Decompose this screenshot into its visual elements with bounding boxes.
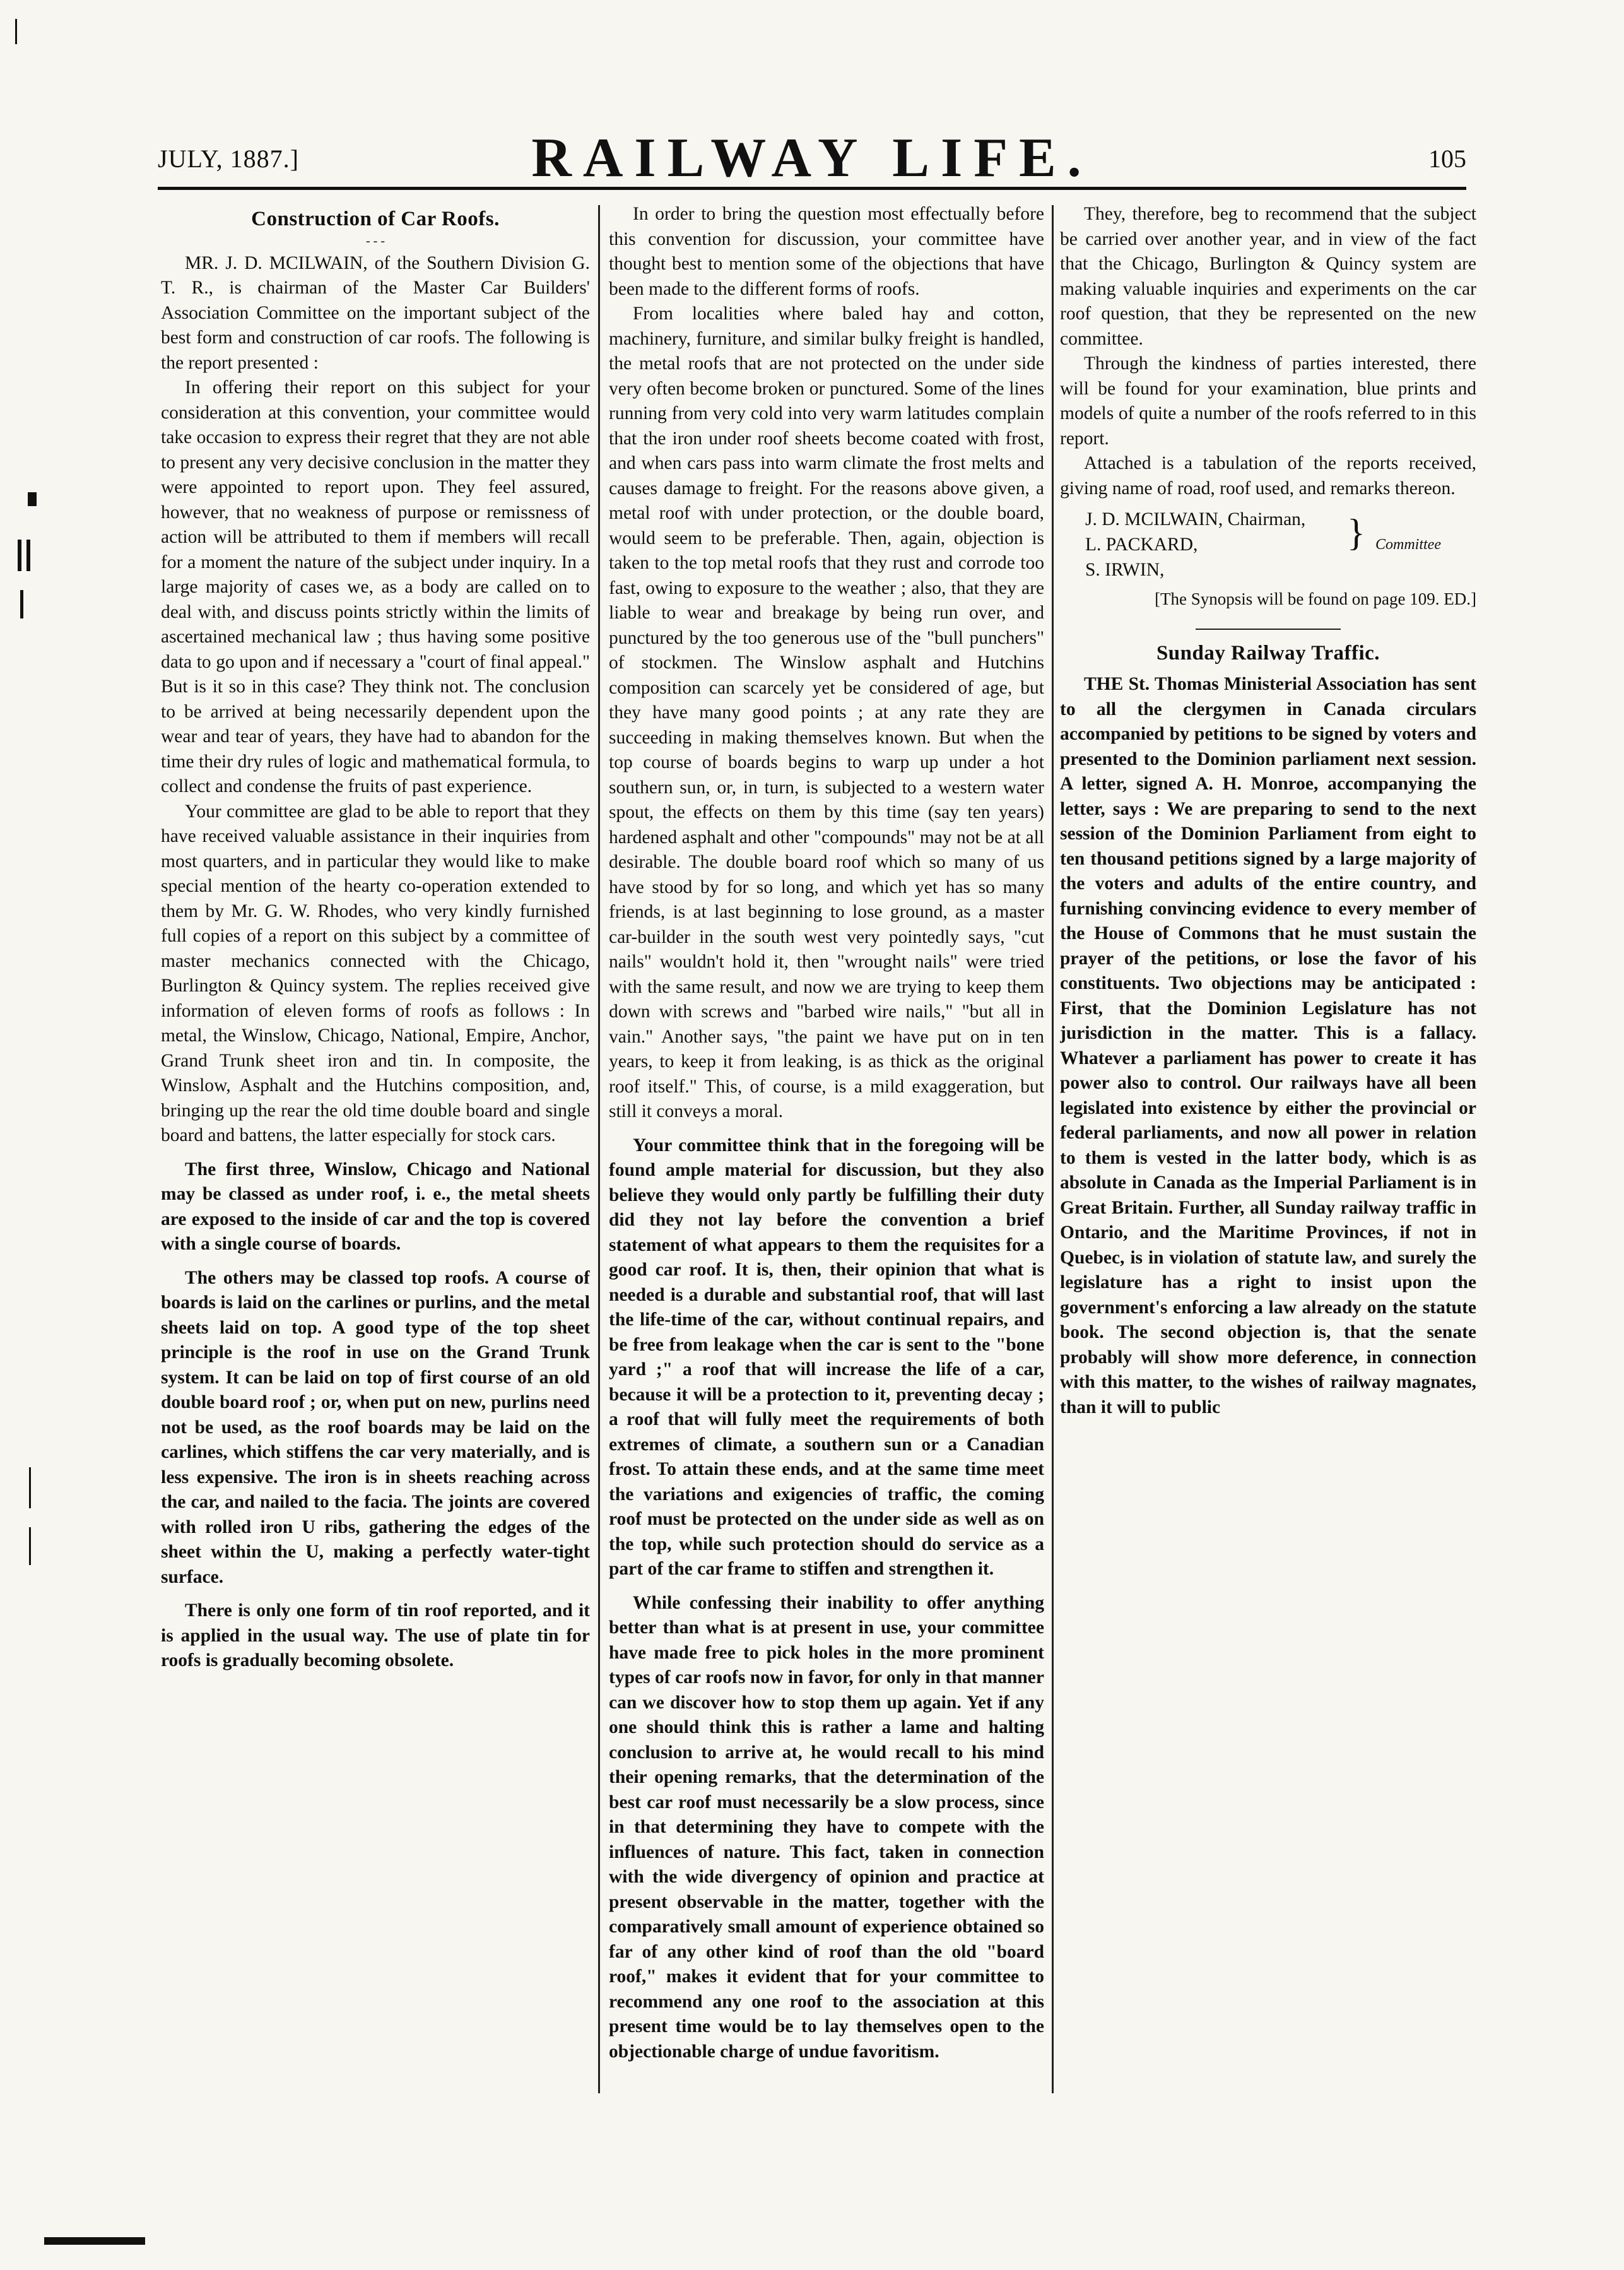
- article-paragraph: They, therefore, beg to recommend that the subject be carried over another year, and in view of the fact that the Chicago, Burlington & Quincy system are making valuable inquiries and experiments on the car roof question, that they be represented on the new committee.: [1060, 204, 1476, 349]
- margin-mark: [15, 19, 17, 44]
- article-paragraph: There is only one form of tin roof reported, and it is applied in the usual way. The use of plate tin for roofs is gradually becoming obsolete.: [161, 1600, 590, 1670]
- column-3: [1060, 202, 1476, 2093]
- margin-mark: [18, 540, 21, 571]
- article-title: Construction of Car Roofs.: [251, 208, 500, 230]
- article-title: Sunday Railway Traffic.: [1156, 641, 1380, 665]
- article-paragraph: MR. J. D. MCILWAIN, of the Southern Division G. T. R., is chairman of the Master Car Builders' Association Committee on the important subject of the best form and construction of car roofs. The following is the report presented :: [161, 252, 590, 373]
- margin-mark: [20, 590, 23, 618]
- signature-member: L. PACKARD,: [1085, 535, 1198, 555]
- article-paragraph: In order to bring the question most effectually before this convention for discussion, your committee have thought best to mention some of the objections that have been made to the different forms of roofs.: [609, 204, 1044, 299]
- margin-mark: [28, 492, 37, 506]
- column-1: [161, 202, 590, 2093]
- column-2: [609, 202, 1044, 2093]
- committee-signatures: [1060, 507, 1476, 583]
- signature-chairman: J. D. MCILWAIN, Chairman,: [1085, 509, 1306, 529]
- section-rule: [1196, 629, 1341, 630]
- margin-mark: [26, 540, 30, 571]
- article-paragraph: Attached is a tabulation of the reports received, giving name of road, roof used, and remarks thereon.: [1060, 453, 1476, 499]
- article-paragraph: THE St. Thomas Ministerial Association has sent to all the clergymen in Canada circulars accompanied by petitions to be signed by voters and presented to the Dominion parliament next session. A letter, signed A. H. Monroe, accompanying the letter, says : We are preparing to send to the next session of the Dominion Parliament from eight to ten thousand petitions signed by a large majority of the voters and adults of the entire country, and furnishing convincing evidence to every member of the House of Commons that he must sustain the prayer of the petitions, or lose the favor of his constituents. Two objections may be anticipated : First, that the Dominion Legislature has not jurisdiction in the matter. This is a fallacy. Whatever a parliament has power to create it has power also to control. Our railways have all been legislated into existence by either the provincial or federal parliaments, and now all power in relation to them is vested in the latter body, which is as absolute in Canada as the Imperial Parliament is in Great Britain. Further, all Sunday railway traffic in Ontario, and the Maritime Provinces, if not in Quebec, is in violation of statute law, and surely the legislature has a right to insist upon the government's enforcing a law already on the statute book. The second objection is, that the senate probably will show more deference, in connection with this matter, to the wishes of railway magnates, than it will to public: [1060, 674, 1476, 1417]
- page-number: 105: [1428, 145, 1466, 173]
- margin-mark: [29, 1467, 31, 1508]
- brace-glyph: }: [1347, 512, 1365, 553]
- article-paragraph: The first three, Winslow, Chicago and National may be classed as under roof, i. e., the metal sheets are exposed to the inside of car and the top is covered with a single course of boards.: [161, 1159, 590, 1254]
- title-dash: - - -: [366, 234, 385, 248]
- issue-date: JULY, 1887.]: [158, 145, 299, 173]
- article-paragraph: From localities where baled hay and cotton, machinery, furniture, and similar bulky freight is handled, the metal roofs that are not protected on the under side very often become broken or punctured. Some of the lines running from very cold into very warm latitudes complain that the iron under roof sheets become coated with frost, and when cars pass into warm climate the frost melts and causes damage to freight. For the reasons above given, a metal roof with under protection, or the double board, would seem to be preferable. Then, again, objection is taken to the top metal roofs that they rust and corrode too fast, owing to exposure to the weather ; also, that they are liable to wear and breakage by being run over, and punctured by the too generous use of the "bull punchers" of stockmen. The Winslow asphalt and Hutchins composition can scarcely yet be considered of age, but they have many good points ; at any rate they are succeeding in making themselves known. But when the top course of boards begins to warp up under a hot southern sun, or, in turn, is subjected to a western water spout, the effects on them by this time (say ten years) hardened asphalt and other "compounds" may not be at all desirable. The double board roof which so many of us have stood by for so long, and which yet has so many friends, is at last beginning to lose ground, as a master car-builder in the south west very pointedly says, "cut nails" wouldn't hold it, then "wrought nails" were tried with the same result, and now we are trying to keep them down with screws and "barbed wire nails," "but all in vain." Another says, "the paint we have put on in ten years, to keep it from leaking, is as thick as the original roof itself." This, of course, is a mild exaggeration, but still it conveys a moral.: [609, 304, 1044, 1121]
- committee-label: Committee: [1375, 536, 1441, 553]
- masthead-title: RAILWAY LIFE.: [531, 127, 1093, 189]
- page-header: [158, 126, 1466, 189]
- article-paragraph: In offering their report on this subject for your consideration at this convention, your committee would take occasion to express their regret that they are not able to present any very decisive conclusion in the matter they were appointed to report upon. They feel assured, however, that no weakness of purpose or remissness of action will be attributed to them if members will recall for a moment the nature of the subject under inquiry. In a large majority of cases we, as a body are called on to deal with, and discuss points strictly within the limits of ascertained mechanical law ; thus having some positive data to go upon and if necessary a "court of final appeal." But is it so in this case? They think not. The conclusion to be arrived at being necessarily dependent upon the wear and tear of years, they have had to abandon for the time their dry rules of logic and mathematical formula, to collect and condense the fruits of past experience.: [161, 377, 590, 796]
- margin-mark: [29, 1527, 31, 1565]
- article-paragraph: Your committee are glad to be able to report that they have received valuable assistance in their inquiries from most quarters, and in particular they would like to make special mention of the hearty co-operation extended to them by Mr. G. W. Rhodes, who very kindly furnished full copies of a report on this subject by a committee of master mechanics connected with the Chicago, Burlington & Quincy system. The replies received give information of eleven forms of roofs as follows : In metal, the Winslow, Chicago, National, Empire, Anchor, Grand Trunk sheet iron and tin. In composite, the Winslow, Asphalt and the Hutchins composition, and, bringing up the rear the old time double board and single board and battens, the latter especially for stock cars.: [161, 801, 590, 1145]
- signature-member: S. IRWIN,: [1085, 560, 1165, 580]
- header-rule: [158, 187, 1466, 190]
- column-divider: [1052, 205, 1054, 2093]
- article-paragraph: The others may be classed top roofs. A course of boards is laid on the carlines or purlins, and the metal sheets laid on top. A good type of the top sheet principle is the roof in use on the Grand Trunk system. It can be laid on top of first course of an old double board roof ; or, when put on new, purlins need not be used, as the roof boards may be laid on the carlines, which stiffens the car very materially, and is less expensive. The iron is in sheets reaching across the car, and nailed to the facia. The joints are covered with rolled iron U ribs, gathering the edges of the sheet within the U, making a perfectly water-tight surface.: [161, 1267, 590, 1587]
- article-paragraph: Your committee think that in the foregoing will be found ample material for discussion, but they also believe they would only partly be fulfilling their duty did they not lay before the convention a brief statement of what appears to them the requisites for a good car roof. It is, then, their opinion that what is needed is a durable and substantial roof, that will last the life-time of the car, without continual repairs, and be free from leakage when the car is sent to the "bone yard ;" a roof that will increase the life of a car, because it will be a protection to it, preventing decay ; a roof that will fully meet the requirements of both extremes of climate, a southern sun or a Canadian frost. To attain these ends, and at the same time meet the variations and exigencies of traffic, the coming roof must be protected on the under side as well as on the top, while such protection should do service as a part of the car frame to stiffen and strengthen it.: [609, 1135, 1044, 1579]
- article-paragraph: Through the kindness of parties interested, there will be found for your examination, blue prints and models of quite a number of the roofs referred to in this report.: [1060, 353, 1476, 449]
- column-divider: [598, 205, 600, 2093]
- margin-mark: [44, 2237, 145, 2245]
- article-paragraph: While confessing their inability to offer anything better than what is at present in use, your committee have made free to pick holes in the more prominent types of car roofs now in favor, for only in that manner can we discover how to stop them up again. Yet if any one should think this is rather a lame and halting conclusion to arrive at, he would recall to his mind their opening remarks, that the determination of the best car roof must necessarily be a slow process, since in that determining they have to compete with the influences of nature. This fact, taken in connection with the wide divergency of opinion and practice at present observable in the matter, together with the comparatively small amount of experience obtained so far of any other kind of roof than the old "board roof," makes it evident that for your committee to recommend any one roof to the association at this present time would be to lay themselves open to the objectionable charge of undue favoritism.: [609, 1592, 1044, 2062]
- synopsis-note: [The Synopsis will be found on page 109. ED.]: [1155, 589, 1476, 608]
